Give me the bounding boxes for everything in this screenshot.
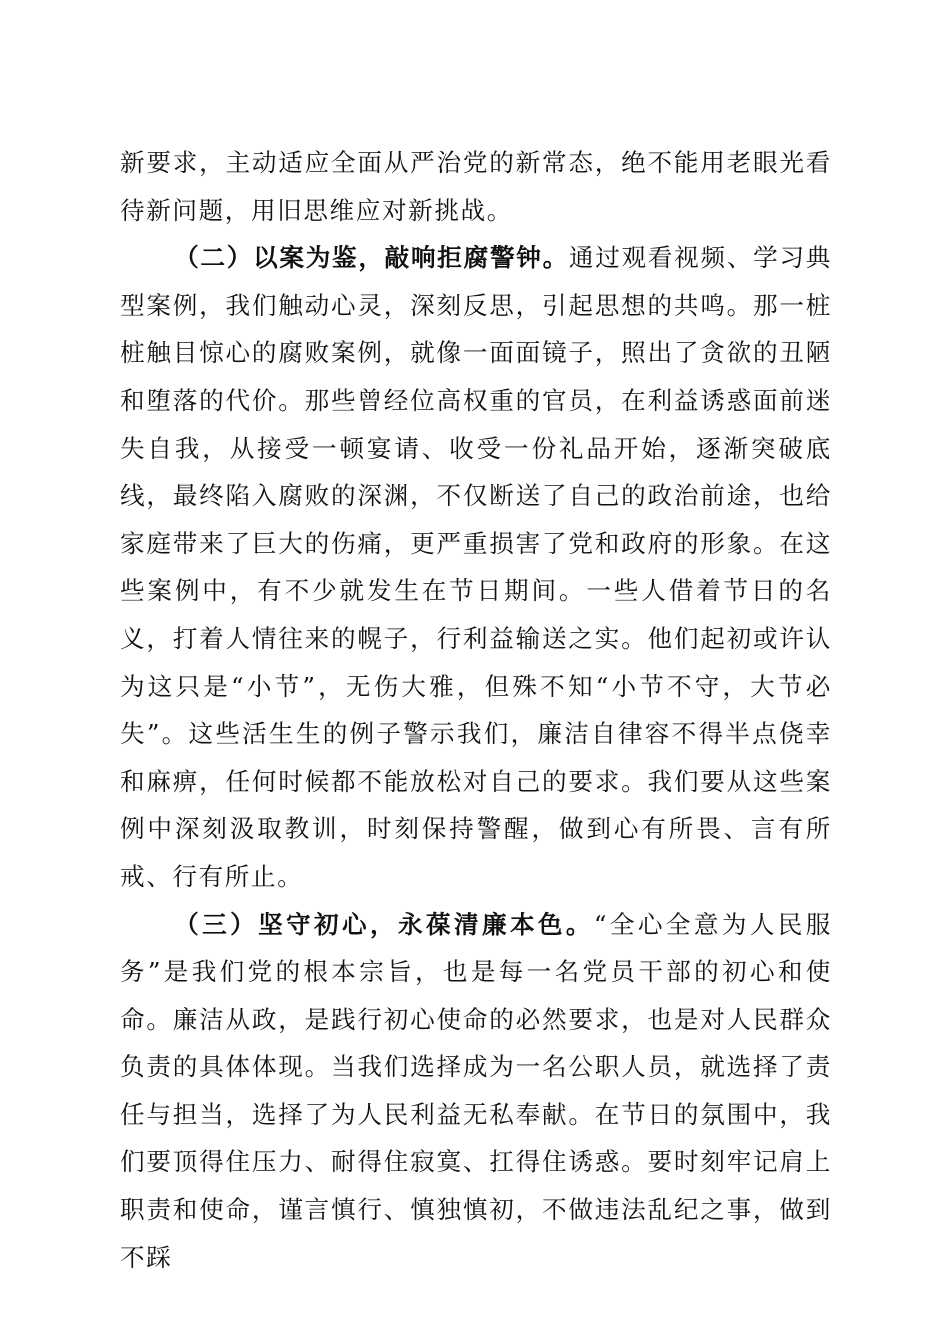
paragraph-text: 通过观看视频、学习典型案例，我们触动心灵，深刻反思，引起思想的共鸣。那一桩桩触目惊心的腐败案例，就像一面面镜子，照出了贪欲的丑陋和堕落的代价。那些曾经位高权重的官员，在利益诱惑面前迷失自我，从接受一顿宴请、收受一份礼品开始，逐渐突破底线，最终陷入腐败的深渊，不仅断送了自己的政治前途，也给家庭带来了巨大的伤痛，更严重损害了党和政府的形象。在这些案例中，有不少就发生在节日期间。一些人借着节日的名义，打着人情往来的幌子，行利益输送之实。他们起初或许认为这只是“小节”，无伤大雅，但殊不知“小节不守，大节必失”。这些活生生的例子警示我们，廉洁自律容不得半点侥幸和麻痹，任何时候都不能放松对自己的要求。我们要从这些案例中深刻汲取教训，时刻保持警醒，做到心有所畏、言有所戒、行有所止。: [120, 243, 832, 891]
paragraph-section-3: [120, 901, 832, 1282]
paragraph-text: 新要求，主动适应全面从严治党的新常态，绝不能用老眼光看待新问题，用旧思维应对新挑战。: [120, 148, 832, 225]
document-body: [120, 139, 832, 1281]
paragraph-text: “全心全意为人民服务”是我们党的根本宗旨，也是每一名党员干部的初心和使命。廉洁从政，是践行初心使命的必然要求，也是对人民群众负责的具体体现。当我们选择成为一名公职人员，就选择了责任与担当，选择了为人民利益无私奉献。在节日的氛围中，我们要顶得住压力、耐得住寂寞、扛得住诱惑。要时刻牢记肩上职责和使命，谨言慎行、慎独慎初，不做违法乱纪之事，做到不踩: [120, 909, 832, 1272]
section-heading-2: （二）以案为鉴，敲响拒腐警钟。: [174, 243, 569, 273]
section-heading-3: （三）坚守初心，永葆清廉本色。: [174, 909, 594, 939]
paragraph-continuation: [120, 139, 832, 234]
paragraph-section-2: [120, 234, 832, 900]
